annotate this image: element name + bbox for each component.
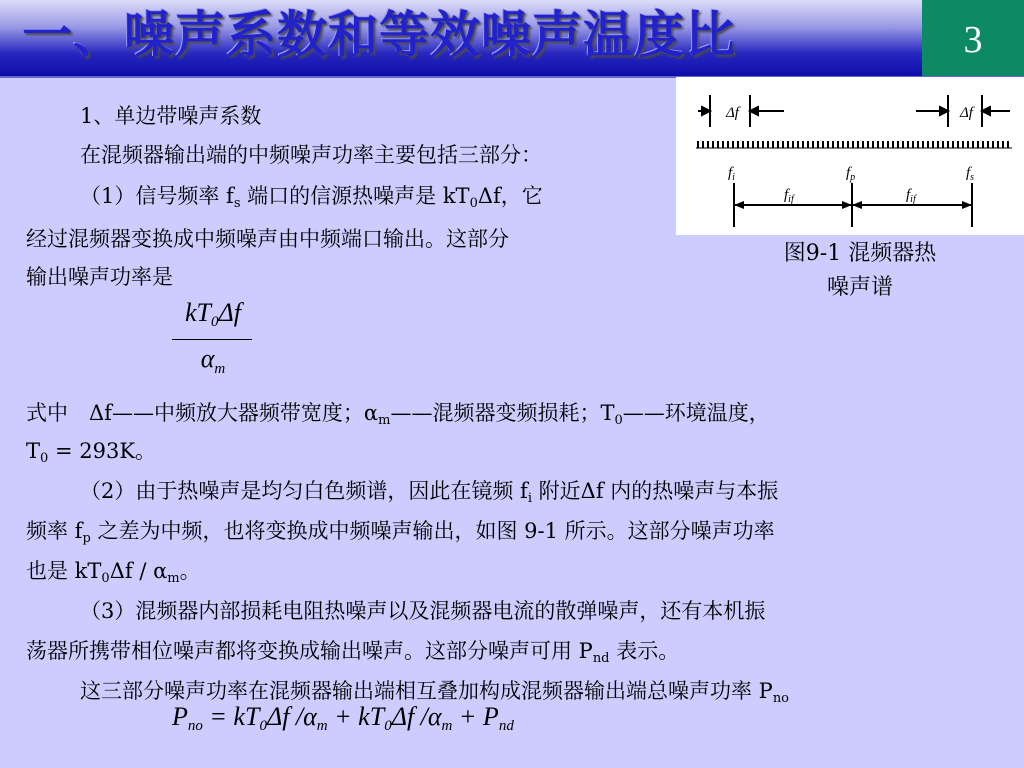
fraction-line	[172, 339, 252, 340]
df-right-arrowhead-b	[982, 107, 990, 115]
df-left-arrowhead-a	[702, 107, 710, 115]
item1-line2: 经过混频器变换成中频噪声由中频端口输出。这部分	[26, 227, 509, 251]
fs-label: $f_s$	[966, 165, 975, 183]
caption-line1: 图9-1 混频器热	[783, 241, 937, 266]
slide-title: 一、噪声系数和等效噪声温度比	[22, 5, 736, 64]
fif1-arrowhead-right	[842, 201, 852, 209]
df-left-arrowhead-b	[750, 107, 758, 115]
df-right-label: Δf	[960, 105, 973, 121]
formula1-numerator: $kT_0\Delta f$	[185, 298, 241, 330]
fif-left-label: $f_{if}$	[784, 187, 794, 205]
page-number-badge	[922, 0, 1024, 76]
spectrum-diagram	[676, 77, 1024, 235]
fif2-arrowhead-left	[852, 201, 862, 209]
item1-line3: 输出噪声功率是	[26, 265, 173, 289]
item3-line1: （3）混频器内部损耗电阻热噪声以及混频器电流的散弹噪声，还有本机振	[80, 599, 766, 623]
fif2-arrowhead-right	[962, 201, 972, 209]
fif-right-label: $f_{if}$	[906, 187, 916, 205]
noise-spectrum-lines	[698, 141, 1008, 148]
figure-caption	[740, 237, 980, 305]
fi-label: $f_i$	[728, 165, 735, 183]
total-noise-equation: $P_{no} = kT_0\Delta f$ $/\alpha_m + kT_0\Delta f$ $/\alpha_m + P_{nd}$	[172, 702, 514, 734]
df-right-arrowhead-a	[940, 107, 948, 115]
item1-line1: （1）信号频率 $f_s$ 端口的信源热噪声是 $kT_0\Delta f$，它	[80, 184, 543, 211]
item2-line3: 也是 $kT_0\Delta f / \alpha_m$。	[26, 559, 201, 586]
item2-line1: （2）由于热噪声是均匀白色频谱，因此在镜频 $f_i$ 附近Δf 内的热噪声与本振	[80, 479, 779, 506]
item2-line2: 频率 $f_p$ 之差为中频，也将变换成中频噪声输出，如图 9-1 所示。这部分噪声功率	[26, 519, 775, 546]
item3-line2: 荡器所携带相位噪声都将变换成输出噪声。这部分噪声可用 $P_{nd}$ 表示。	[26, 639, 680, 666]
formula1-denominator: $\alpha_m$	[200, 344, 226, 377]
section-heading: 1、单边带噪声系数	[80, 104, 262, 128]
caption-line2: 噪声谱	[826, 275, 893, 300]
intro-text: 在混频器输出端的中频噪声功率主要包括三部分：	[80, 143, 542, 167]
summary-line: 这三部分噪声功率在混频器输出端相互叠加构成混频器输出端总噪声功率 $P_{no}$	[80, 679, 790, 706]
noise-spectrum-figure	[676, 77, 1024, 235]
page-number: 3	[963, 19, 983, 61]
df-left-label: Δf	[726, 105, 739, 121]
legend-line2: $T_0 = 293K$。	[26, 439, 157, 466]
legend-line1: 式中 Δf——中频放大器频带宽度；$\alpha_m——$混频器变频损耗；$T_0——$环境温度，	[26, 401, 770, 428]
fif1-arrowhead-left	[734, 201, 744, 209]
fp-label: $f_p$	[846, 165, 856, 183]
